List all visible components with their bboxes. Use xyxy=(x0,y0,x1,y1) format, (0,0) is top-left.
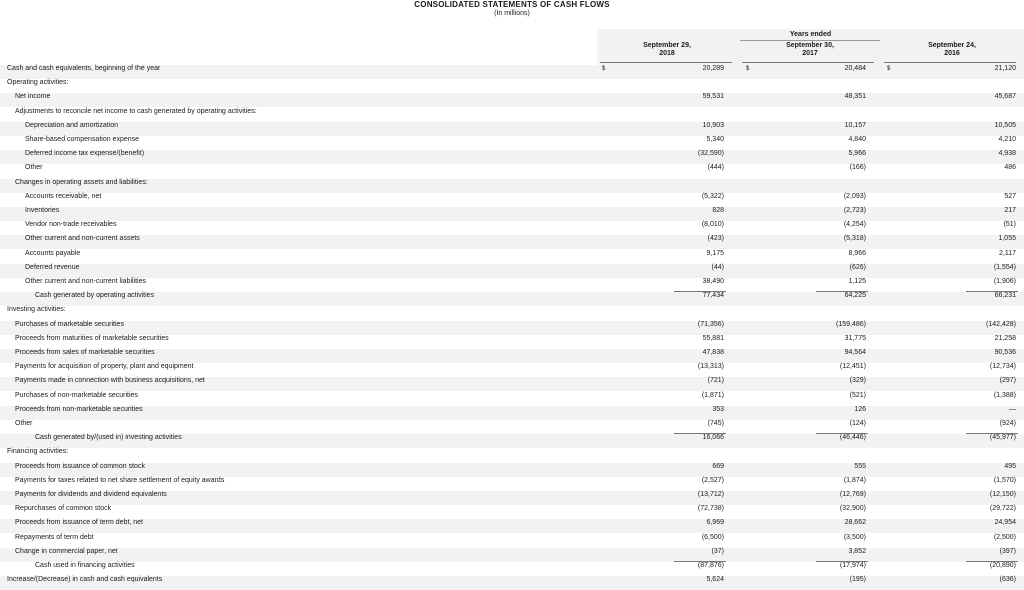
currency-symbol: $ xyxy=(887,66,891,72)
row-label: Accounts receivable, net xyxy=(25,192,102,200)
value-cell: (1,906) xyxy=(993,278,1016,285)
value-cell: 64,225 xyxy=(844,292,866,300)
row-label: Cash and cash equivalents, beginning of the year xyxy=(7,65,161,72)
years-ended-rule xyxy=(740,40,880,41)
table-row xyxy=(0,420,1024,434)
column-header-2016: September 24, 2016 xyxy=(928,42,976,57)
value-cell: (72,738) xyxy=(697,505,724,513)
value-cell: (397) xyxy=(999,547,1016,555)
subtotal-rule xyxy=(674,433,726,434)
value-cell: 6,969 xyxy=(706,519,724,527)
value-cell: (12,769) xyxy=(839,491,866,498)
column-header-2018: September 29, 2018 xyxy=(643,42,691,57)
row-label: Change in commercial paper, net xyxy=(15,547,118,555)
value-cell: (6,500) xyxy=(701,533,724,541)
subtotal-rule xyxy=(674,291,726,292)
table-row xyxy=(0,505,1024,519)
row-label: Purchases of marketable securities xyxy=(15,320,124,328)
value-cell: (12,150) xyxy=(989,491,1016,498)
value-cell: (124) xyxy=(849,420,866,427)
row-label: Financing activities: xyxy=(7,448,69,456)
table-row xyxy=(0,150,1024,164)
table-row xyxy=(0,392,1024,406)
row-label: Investing activities: xyxy=(7,306,66,314)
row-label: Other current and non-current liabilities xyxy=(25,278,147,285)
value-cell: (636) xyxy=(999,576,1016,584)
value-cell: (745) xyxy=(707,420,724,427)
subtotal-rule xyxy=(816,291,868,292)
value-cell: (2,723) xyxy=(843,207,866,214)
row-label: Proceeds from non-marketable securities xyxy=(15,405,143,413)
value-cell: 353 xyxy=(712,405,724,413)
value-cell: 5,966 xyxy=(848,150,866,158)
row-label: Proceeds from issuance of common stock xyxy=(15,462,145,470)
value-cell: (1,388) xyxy=(993,391,1016,399)
value-cell: 4,210 xyxy=(998,136,1016,143)
row-label: Inventories xyxy=(25,207,60,214)
row-label: Payments for taxes related to net share settlement of equity awards xyxy=(15,476,225,484)
value-cell: (329) xyxy=(849,377,866,385)
currency-symbol: $ xyxy=(602,66,606,72)
column-rule-2018 xyxy=(600,62,732,63)
row-label: Purchases of non-marketable securities xyxy=(15,391,138,399)
table-row xyxy=(0,108,1024,122)
value-cell: (444) xyxy=(707,164,724,172)
subtotal-rule xyxy=(966,433,1018,434)
value-cell: 5,340 xyxy=(706,136,724,143)
value-cell: (44) xyxy=(711,263,724,271)
value-cell: (2,093) xyxy=(843,192,866,200)
value-cell: 4,938 xyxy=(998,150,1016,158)
table-row xyxy=(0,235,1024,249)
value-cell: (166) xyxy=(849,164,866,172)
table-row xyxy=(0,349,1024,363)
table-row xyxy=(0,562,1024,576)
years-ended-header: Years ended xyxy=(789,31,832,38)
value-cell: 47,838 xyxy=(702,349,724,356)
value-cell: 48,351 xyxy=(844,93,866,101)
row-label: Accounts payable xyxy=(25,249,81,257)
value-cell: (46,446) xyxy=(839,434,866,442)
value-cell: (13,313) xyxy=(697,363,724,371)
currency-symbol: $ xyxy=(746,66,750,72)
value-cell: 21,120 xyxy=(994,65,1016,72)
value-cell: (1,554) xyxy=(993,263,1016,271)
row-label: Vendor non-trade receivables xyxy=(25,221,117,229)
value-cell: 59,531 xyxy=(702,93,724,101)
value-cell: (423) xyxy=(707,235,724,243)
value-cell: 5,624 xyxy=(706,576,724,584)
value-cell: 2,117 xyxy=(999,249,1016,257)
table-row xyxy=(0,264,1024,278)
value-cell: 90,536 xyxy=(994,349,1016,356)
row-label: Proceeds from maturities of marketable securities xyxy=(15,334,169,342)
table-row xyxy=(0,193,1024,207)
value-cell: (5,318) xyxy=(843,235,866,243)
table-row xyxy=(0,164,1024,178)
row-label: Operating activities: xyxy=(7,79,69,87)
table-row xyxy=(0,321,1024,335)
value-cell: (87,876) xyxy=(697,562,724,569)
row-label: Increase/(Decrease) in cash and cash equivalents xyxy=(7,576,163,584)
row-label: Payments made in connection with business acquisitions, net xyxy=(15,377,205,385)
row-label: Deferred revenue xyxy=(25,263,80,271)
value-cell: (29,722) xyxy=(989,505,1016,513)
value-cell: 38,490 xyxy=(702,278,724,285)
table-row xyxy=(0,448,1024,462)
value-cell: (626) xyxy=(849,263,866,271)
row-label: Other xyxy=(15,420,33,427)
table-row xyxy=(0,65,1024,79)
value-cell: 486 xyxy=(1004,164,1016,172)
value-cell: 828 xyxy=(712,207,724,214)
row-label: Other xyxy=(25,164,43,172)
value-cell: 24,954 xyxy=(994,519,1016,527)
table-row xyxy=(0,122,1024,136)
row-label: Repayments of term debt xyxy=(15,533,94,541)
row-label: Share-based compensation expense xyxy=(25,136,140,143)
row-label: Repurchases of common stock xyxy=(15,505,112,513)
table-row xyxy=(0,79,1024,93)
row-label: Payments for acquisition of property, plant and equipment xyxy=(15,363,194,371)
value-cell: 8,966 xyxy=(848,249,866,257)
value-cell: (297) xyxy=(999,377,1016,385)
row-label: Net income xyxy=(15,93,51,101)
table-row xyxy=(0,576,1024,590)
table-row xyxy=(0,278,1024,292)
value-cell: 495 xyxy=(1004,462,1016,470)
table-row xyxy=(0,292,1024,306)
value-cell: 45,687 xyxy=(994,93,1016,101)
value-cell: (195) xyxy=(849,576,866,584)
value-cell: 77,434 xyxy=(702,292,724,300)
value-cell: 217 xyxy=(1004,207,1016,214)
subtotal-rule xyxy=(816,433,868,434)
subtotal-rule xyxy=(966,291,1018,292)
value-cell: 94,564 xyxy=(844,349,866,356)
column-rule-2016 xyxy=(884,62,1016,63)
value-cell: 20,484 xyxy=(844,65,866,72)
table-row xyxy=(0,491,1024,505)
table-row xyxy=(0,306,1024,320)
value-cell: 31,775 xyxy=(844,334,866,342)
value-cell: 16,066 xyxy=(702,434,724,442)
value-cell: (3,500) xyxy=(843,533,866,541)
value-cell: (32,900) xyxy=(839,505,866,513)
value-cell: (8,010) xyxy=(701,221,724,229)
value-cell: 66,231 xyxy=(994,292,1016,300)
value-cell: (45,977) xyxy=(989,434,1016,442)
value-cell: (5,322) xyxy=(701,192,724,200)
value-cell: (142,428) xyxy=(986,320,1016,328)
row-label: Depreciation and amortization xyxy=(25,121,118,129)
value-cell: (12,451) xyxy=(839,363,866,371)
value-cell: 9,175 xyxy=(706,249,724,257)
row-label: Deferred income tax expense/(benefit) xyxy=(25,150,145,158)
value-cell: 55,881 xyxy=(702,334,724,342)
value-cell: (721) xyxy=(707,377,724,385)
table-row xyxy=(0,335,1024,349)
row-label: Cash used in financing activities xyxy=(35,562,135,569)
row-label: Proceeds from sales of marketable securities xyxy=(15,349,155,356)
row-label: Cash generated by/(used in) investing activities xyxy=(35,434,182,442)
subtotal-rule xyxy=(816,561,868,562)
value-cell: 10,505 xyxy=(994,121,1016,129)
table-row xyxy=(0,519,1024,533)
value-cell: 126 xyxy=(854,405,866,413)
value-cell: (521) xyxy=(849,391,866,399)
value-cell: 4,840 xyxy=(848,136,866,143)
row-label: Other current and non-current assets xyxy=(25,235,140,243)
value-cell: (159,486) xyxy=(836,320,866,328)
row-label: Proceeds from issuance of term debt, net xyxy=(15,519,144,527)
value-cell: (12,734) xyxy=(989,363,1016,371)
subtotal-rule xyxy=(674,561,726,562)
value-cell: 3,852 xyxy=(848,547,866,555)
value-cell: (1,570) xyxy=(993,476,1016,484)
table-row xyxy=(0,93,1024,107)
value-cell: 669 xyxy=(712,462,724,470)
value-cell: 28,662 xyxy=(844,519,866,527)
statement-title: CONSOLIDATED STATEMENTS OF CASH FLOWS xyxy=(414,0,610,9)
table-row xyxy=(0,221,1024,235)
column-header-2017: September 30, 2017 xyxy=(786,42,834,57)
table-row xyxy=(0,136,1024,150)
table-row xyxy=(0,434,1024,448)
table-row xyxy=(0,548,1024,562)
value-cell: (4,254) xyxy=(843,221,866,229)
value-cell: (13,712) xyxy=(697,491,724,498)
column-rule-2017 xyxy=(742,62,874,63)
value-cell: 555 xyxy=(854,462,866,470)
value-cell: (20,890) xyxy=(989,562,1016,569)
row-label: Changes in operating assets and liabilities: xyxy=(15,178,148,186)
value-cell: — xyxy=(1009,405,1016,413)
value-cell: 1,055 xyxy=(998,235,1016,243)
subtotal-rule xyxy=(966,561,1018,562)
row-label: Adjustments to reconcile net income to cash generated by operating activities: xyxy=(15,107,257,115)
table-row xyxy=(0,406,1024,420)
value-cell: (51) xyxy=(1003,221,1016,229)
value-cell: 10,157 xyxy=(844,121,866,129)
value-cell: (37) xyxy=(711,547,724,555)
value-cell: (71,356) xyxy=(697,320,724,328)
table-row xyxy=(0,250,1024,264)
value-cell: 20,289 xyxy=(702,65,724,72)
value-cell: 527 xyxy=(1004,192,1016,200)
value-cell: (924) xyxy=(999,420,1016,427)
table-row xyxy=(0,477,1024,491)
statement-subtitle: (In millions) xyxy=(494,10,530,17)
table-row xyxy=(0,463,1024,477)
table-row xyxy=(0,363,1024,377)
value-cell: (32,590) xyxy=(697,150,724,158)
table-row xyxy=(0,377,1024,391)
value-cell: 21,258 xyxy=(994,334,1016,342)
table-row xyxy=(0,179,1024,193)
value-cell: 1,125 xyxy=(848,278,866,285)
value-cell: 10,903 xyxy=(702,121,724,129)
value-cell: (2,500) xyxy=(993,533,1016,541)
row-label: Payments for dividends and dividend equivalents xyxy=(15,491,167,498)
table-row xyxy=(0,207,1024,221)
row-label: Cash generated by operating activities xyxy=(35,292,155,300)
value-cell: (2,527) xyxy=(701,476,724,484)
table-row xyxy=(0,534,1024,548)
value-cell: (17,974) xyxy=(839,562,866,569)
value-cell: (1,871) xyxy=(701,391,724,399)
value-cell: (1,874) xyxy=(843,476,866,484)
